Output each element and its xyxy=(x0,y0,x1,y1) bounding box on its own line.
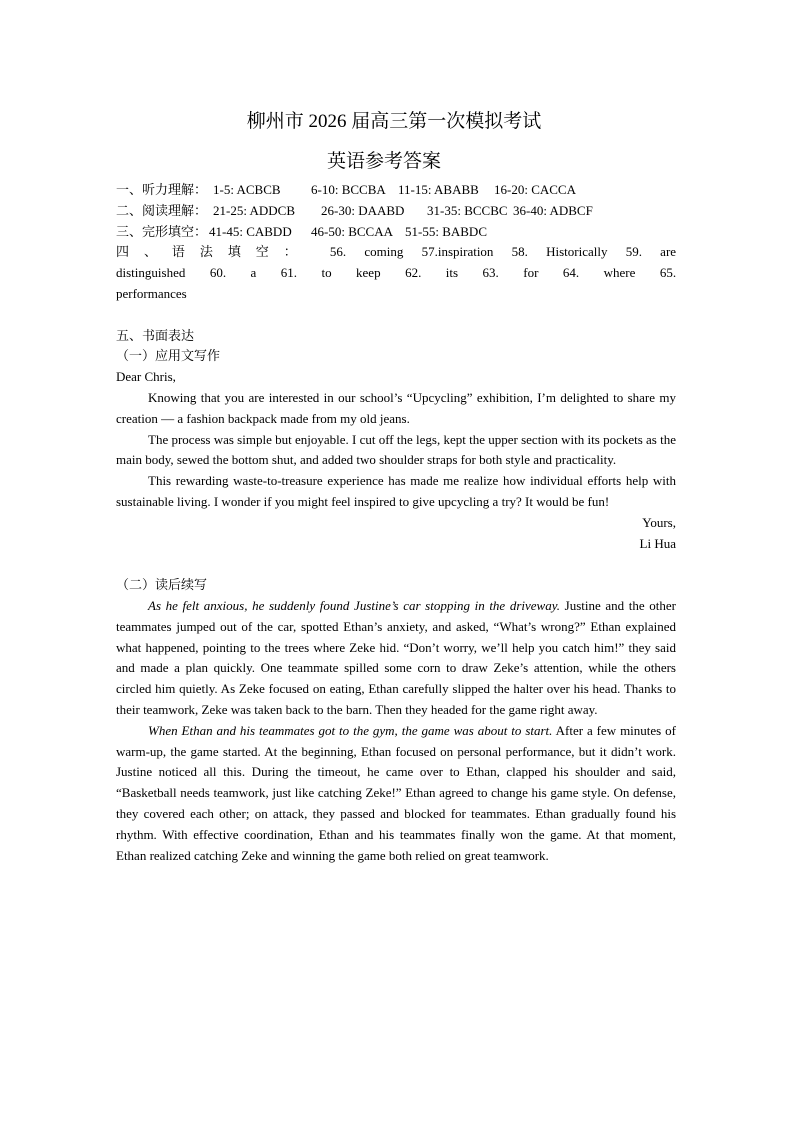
grammar-answer: 56. coming xyxy=(329,244,404,260)
given-opening-sentence: As he felt anxious, he suddenly found Justine’s car stopping in the driveway. xyxy=(148,597,561,613)
answer-group: 21-25: ADDCB xyxy=(213,202,295,218)
section-label: 一、听力理解： xyxy=(116,182,208,197)
answer-group: 1-5: ACBCB xyxy=(213,182,281,197)
grammar-answer: 64. where xyxy=(562,265,636,281)
grammar-answer: 62. its xyxy=(405,265,459,281)
continuation-text: After a few minutes of warm-up, the game started. At the beginning, Ethan focused on personal performance, but it didn’t work. Justine noticed all this. During the timeout, he came over to Ethan, clapped his shoulder and said, “Basketball needs teamwork, just like catching Zeke!” Ethan agreed to change his game style. On defense, they covered each other; on attack, they passed and blocked for teammates. Ethan gradually found his rhythm. With effective coordination, Ethan and his teammates finally won the game. At that moment, Ethan realized catching Zeke and winning the game both relied on great teamwork. xyxy=(116,722,676,863)
grammar-answers-line3: performances xyxy=(116,285,187,301)
grammar-answers-line1 xyxy=(116,242,676,263)
writing-heading: 五、书面表达 xyxy=(116,327,195,343)
letter-salutation: Dear Chris, xyxy=(116,369,176,385)
answer-group: 51-55: BABDC xyxy=(405,223,487,239)
letter-paragraph: Knowing that you are interested in our school’s “Upcycling” exhibition, I’m delighted to share my creation — a fashion backpack made from my old jeans. xyxy=(116,389,676,426)
answer-group: 46-50: BCCAA xyxy=(311,223,393,239)
grammar-answer: 63. for xyxy=(482,265,539,281)
given-opening-sentence: When Ethan and his teammates got to the gym, the game was about to start. xyxy=(148,722,553,738)
section-label: 四、语法填空： xyxy=(116,244,312,260)
section-label: 二、阅读理解： xyxy=(116,202,208,218)
letter-paragraph: This rewarding waste-to-treasure experience has made me realize how individual efforts help with sustainable living. I wonder if you might feel inspired to give upcycling a try? It would be fun! xyxy=(116,473,676,509)
answer-group: 36-40: ADBCF xyxy=(513,202,593,218)
page-subtitle: 英语参考答案 xyxy=(326,151,441,172)
answer-group: 11-15: ABABB xyxy=(398,182,479,197)
grammar-answers-line2 xyxy=(116,263,676,284)
letter-closing: Yours, xyxy=(642,514,676,530)
grammar-answer: 58. Historically xyxy=(511,244,608,260)
reading-answers xyxy=(116,201,676,222)
section-label: 三、完形填空： xyxy=(116,223,208,239)
listening-answers xyxy=(116,180,676,201)
answer-group: 16-20: CACCA xyxy=(494,182,576,197)
grammar-answer: distinguished xyxy=(116,265,186,281)
page-title: 柳州市 2026 届高三第一次模拟考试 xyxy=(246,111,542,132)
part2-heading: （二）读后续写 xyxy=(116,577,208,593)
grammar-answer: 59. are xyxy=(625,244,677,260)
continuation-text: Justine and the other teammates jumped out of the car, spotted Ethan’s anxiety, and asked, “What’s wrong?” Ethan explained what happened, pointing to the trees where Zeke hid. “Don’t worry, we’ll help you catch him!” they said and made a plan quickly. One teammate spilled some corn to draw Zeke’s attention, while the others circled him quietly. As Zeke focused on eating, Ethan carefully slipped the halter over his head. Thanks to their teamwork, Zeke was taken back to the barn. Then they headed for the game right away. xyxy=(116,597,676,717)
answer-group: 31-35: BCCBC xyxy=(427,202,508,218)
grammar-answer: 61. to keep xyxy=(280,265,381,281)
letter-signature: Li Hua xyxy=(639,535,676,551)
continuation-paragraph xyxy=(116,596,676,721)
answer-group: 41-45: CABDD xyxy=(209,223,292,239)
grammar-answer: 65. xyxy=(659,265,677,281)
grammar-answer: 60. a xyxy=(209,265,257,281)
letter-paragraph: The process was simple but enjoyable. I cut off the legs, kept the upper section with its pockets as the main body, sewed the bottom shut, and added two shoulder straps for both style and practicality. xyxy=(116,431,676,468)
answer-group: 26-30: DAABD xyxy=(321,202,405,218)
answer-content xyxy=(116,180,676,866)
continuation-paragraph xyxy=(116,721,676,867)
part1-heading: （一）应用文写作 xyxy=(116,348,221,364)
grammar-answer: 57.inspiration xyxy=(421,244,494,260)
cloze-answers xyxy=(116,222,676,243)
answer-group: 6-10: BCCBA xyxy=(311,182,386,197)
